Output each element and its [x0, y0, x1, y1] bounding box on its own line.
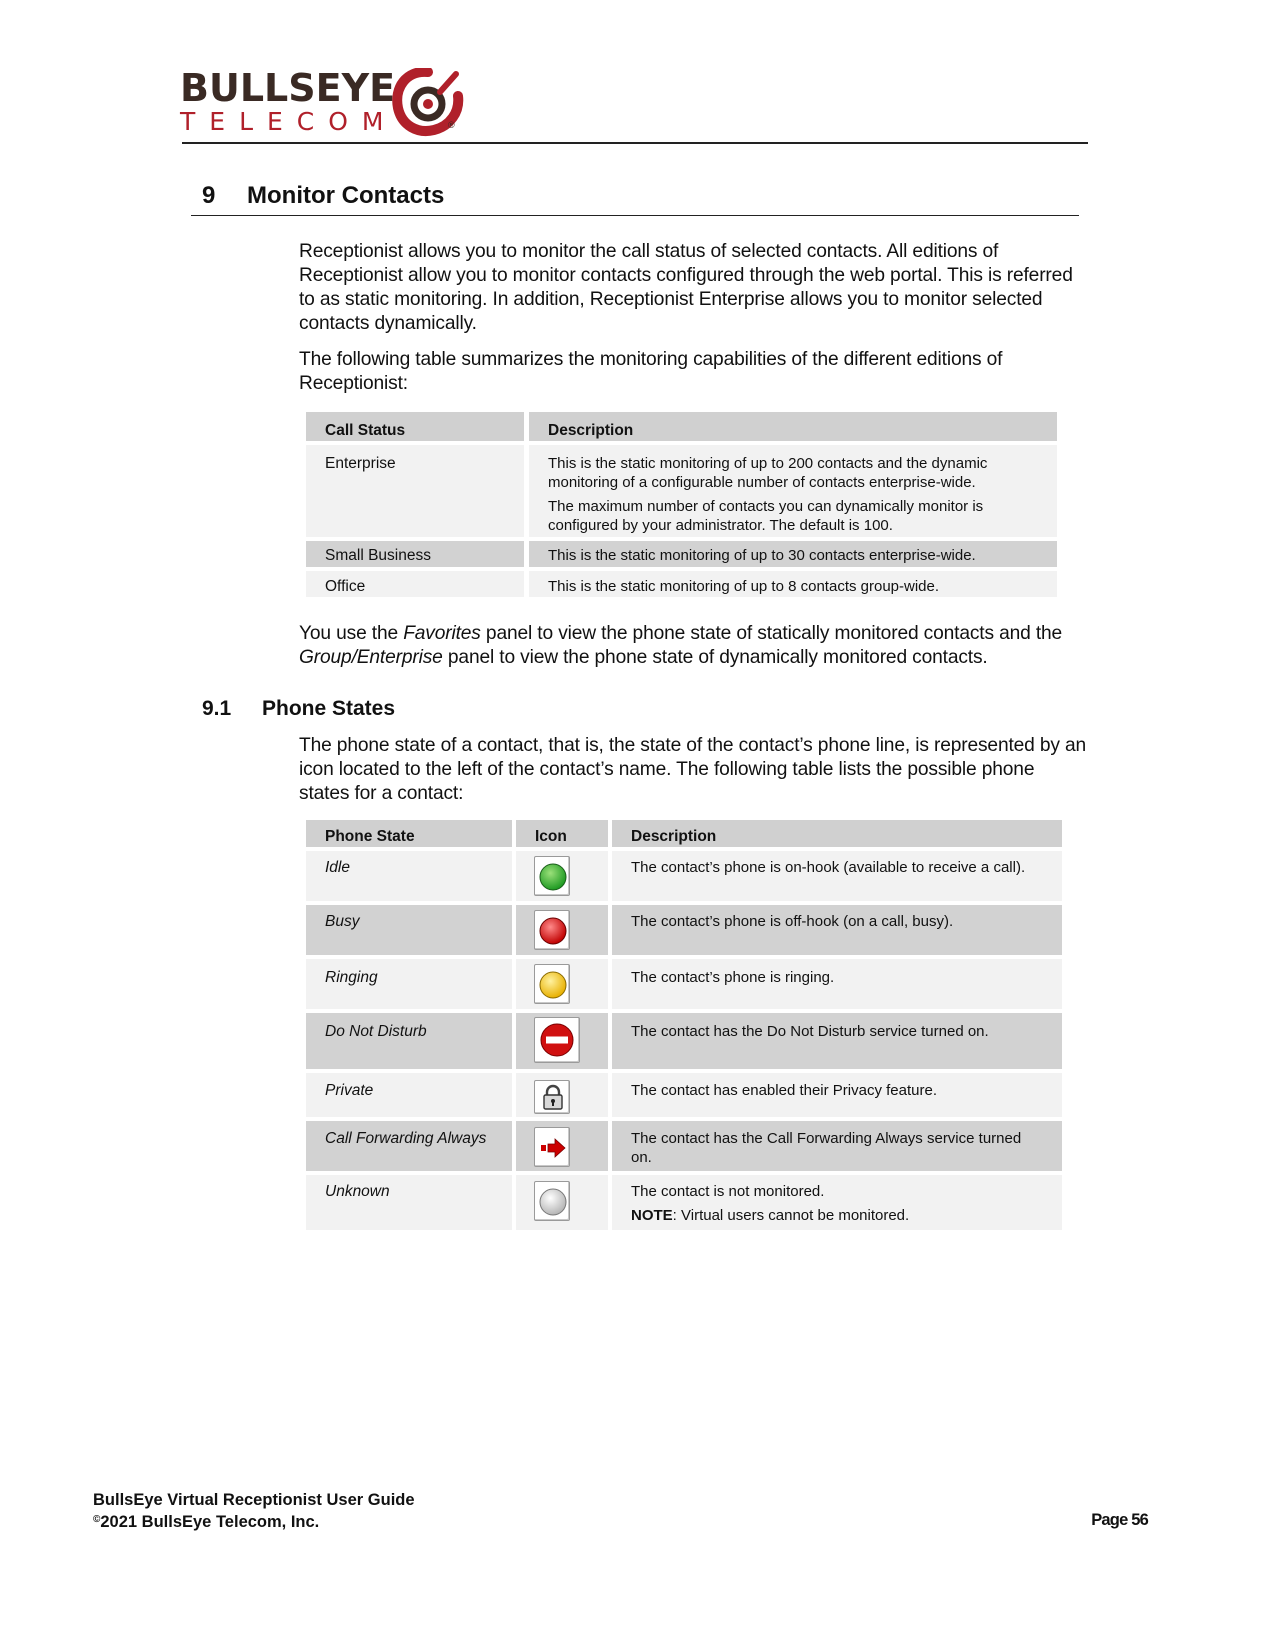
- note-text: [631, 1206, 1062, 1225]
- table-intro-paragraph: The following table summarizes the monitoring capabilities of the different editions of Receptionist:: [299, 349, 1003, 394]
- registered-mark: ®: [448, 120, 455, 130]
- phone-state-cell: Private: [306, 1073, 512, 1117]
- paragraph-text: panel to view the phone state of dynamically monitored contacts.: [442, 647, 988, 668]
- panels-paragraph: [299, 622, 1089, 670]
- phone-state-cell: Busy: [306, 905, 512, 955]
- padlock-icon: [534, 1080, 570, 1114]
- favorites-panel-name: Favorites: [403, 623, 481, 644]
- edition-cell: Office: [306, 571, 524, 597]
- intro-paragraph: Receptionist allows you to monitor the call status of selected contacts. All editions of Receptionist allow you to monitor contacts configured through the web portal. This is referred to as static monitoring. In addition, Receptionist Enterprise allows you to monitor selected contacts dynamically.: [299, 241, 1073, 334]
- footer-document-info: [93, 1489, 415, 1533]
- note-label: NOTE: [631, 1207, 673, 1224]
- edition-cell: Small Business: [306, 541, 524, 567]
- description-text: The maximum number of contacts you can dynamically monitor is configured by your administrator. The default is 100.: [548, 498, 984, 534]
- description-cell: [529, 445, 1057, 537]
- phone-state-cell: Idle: [306, 851, 512, 901]
- footer-copyright: [93, 1511, 415, 1533]
- icon-cell: [516, 851, 608, 901]
- paragraph-text: You use the: [299, 623, 404, 644]
- column-header-icon: Icon: [516, 820, 608, 847]
- section-divider: [191, 215, 1079, 216]
- section-title: Monitor Contacts: [247, 182, 445, 209]
- phone-states-intro: The phone state of a contact, that is, the state of the contact’s phone line, is represented by an icon located to the left of the contact’s name. The following table lists the possible phone states for a contact:: [299, 735, 1087, 804]
- page-number: Page 56: [1091, 1511, 1148, 1529]
- icon-cell: [516, 1073, 608, 1117]
- icon-cell: [516, 1121, 608, 1171]
- description-cell: The contact’s phone is ringing.: [612, 959, 1062, 1009]
- phone-state-cell: Unknown: [306, 1175, 512, 1230]
- description-cell: The contact has the Call Forwarding Always service turned on.: [612, 1121, 1062, 1171]
- company-logo: [180, 68, 470, 142]
- subsection-title: Phone States: [262, 697, 396, 720]
- icon-cell: [516, 905, 608, 955]
- column-header-description: Description: [529, 412, 1057, 441]
- description-cell: The contact has enabled their Privacy feature.: [612, 1073, 1062, 1117]
- green-circle-icon: [534, 856, 570, 896]
- description-text: The contact is not monitored.: [631, 1183, 825, 1200]
- icon-cell: [516, 1175, 608, 1230]
- phone-state-cell: Call Forwarding Always: [306, 1121, 512, 1171]
- description-cell: The contact has the Do Not Disturb service turned on.: [612, 1013, 1062, 1069]
- edition-cell: Enterprise: [306, 445, 524, 537]
- description-cell: The contact’s phone is off-hook (on a call, busy).: [612, 905, 1062, 955]
- description-cell: [612, 1175, 1062, 1230]
- paragraph-text: panel to view the phone state of statically monitored contacts and the: [480, 623, 1063, 644]
- copyright-text: 2021 BullsEye Telecom, Inc.: [100, 1513, 320, 1531]
- phone-state-cell: Ringing: [306, 959, 512, 1009]
- description-cell: This is the static monitoring of up to 8 contacts group-wide.: [529, 571, 1057, 597]
- gray-circle-icon: [534, 1181, 570, 1221]
- footer-title: BullsEye Virtual Receptionist User Guide: [93, 1491, 415, 1509]
- description-cell: This is the static monitoring of up to 30 contacts enterprise-wide.: [529, 541, 1057, 567]
- phone-states-table: [306, 820, 1062, 1234]
- forward-arrow-icon: [534, 1127, 570, 1167]
- note-body: : Virtual users cannot be monitored.: [672, 1207, 910, 1224]
- column-header-description: Description: [612, 820, 1062, 847]
- do-not-disturb-icon: [534, 1017, 580, 1063]
- icon-cell: [516, 959, 608, 1009]
- copyright-symbol: ©: [93, 1514, 101, 1525]
- icon-cell: [516, 1013, 608, 1069]
- subsection-number: 9.1: [202, 697, 232, 720]
- header-divider: [182, 142, 1088, 144]
- phone-state-cell: Do Not Disturb: [306, 1013, 512, 1069]
- editions-table: [306, 412, 1057, 597]
- yellow-circle-icon: [534, 964, 570, 1004]
- description-text: This is the static monitoring of up to 200 contacts and the dynamic monitoring of a configurable number of contacts enterprise-wide.: [548, 455, 988, 491]
- description-cell: The contact’s phone is on-hook (available to receive a call).: [612, 851, 1062, 901]
- logo-wordmark-bottom: TELECOM: [180, 107, 398, 136]
- group-enterprise-panel-name: Group/Enterprise: [299, 647, 443, 668]
- logo-wordmark-top: BULLSEYE: [180, 66, 396, 110]
- red-circle-icon: [534, 910, 570, 950]
- column-header-call-status: Call Status: [306, 412, 524, 441]
- section-number: 9: [202, 182, 216, 209]
- column-header-phone-state: Phone State: [306, 820, 512, 847]
